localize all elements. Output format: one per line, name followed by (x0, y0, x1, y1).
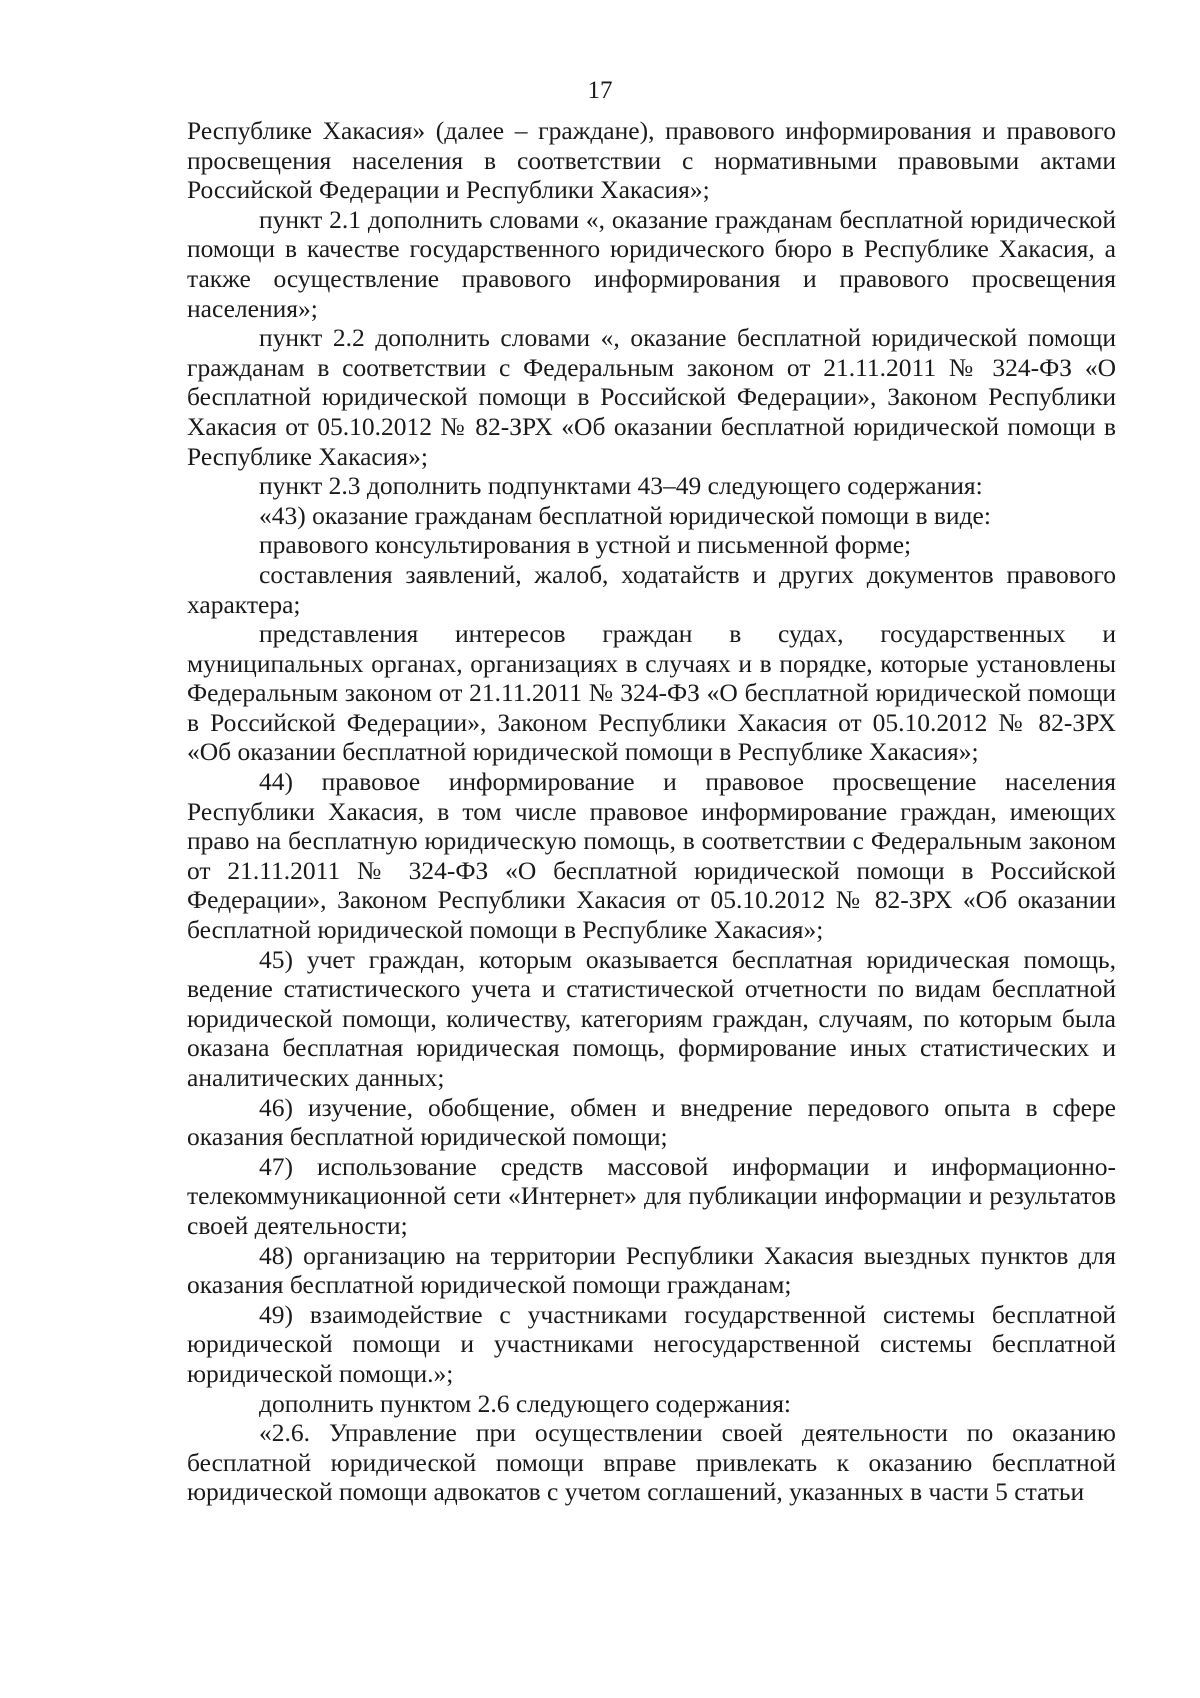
paragraph-continuation: Республике Хакасия» (далее – граждане), правового информирования и правового просвещения населения в соответствии с нормативными правовыми актами Российской Федерации и Республики Хакасия»; (187, 116, 1116, 205)
paragraph-subitem-46: 46) изучение, обобщение, обмен и внедрение передового опыта в сфере оказания бесплатной юридической помощи; (187, 1092, 1116, 1152)
paragraph-subitem-44: 44) правовое информирование и правовое просвещение населения Республики Хакасия, в том числе правовое информирование граждан, имеющих право на бесплатную юридическую помощь, в соответствии с Федеральным законом от 21.11.2011 № 324-ФЗ «О бесплатной юридической помощи в Российской Федерации», Законом Республики Хакасия от 05.10.2012 № 82-ЗРХ «Об оказании бесплатной юридической помощи в Республике Хакасия»; (187, 767, 1116, 945)
paragraph-subitem-43-consulting: правового консультирования в устной и письменной форме; (259, 530, 912, 560)
paragraph-subitem-49: 49) взаимодействие с участниками государственной системы бесплатной юридической помощи и участниками негосударственной системы бесплатной юридической помощи.»; (187, 1299, 1116, 1388)
paragraph-item-2-1: пункт 2.1 дополнить словами «, оказание гражданам бесплатной юридической помощи в качестве государственного юридического бюро в Республике Хакасия, а также осуществление правового информирования и правового просвещения населения»; (187, 204, 1116, 323)
paragraph-add-item-2-6: дополнить пунктом 2.6 следующего содержания: (259, 1388, 792, 1418)
document-body (187, 116, 1116, 1507)
paragraph-subitem-45: 45) учет граждан, которым оказывается бесплатная юридическая помощь, ведение статистического учета и статистической отчетности по видам бесплатной юридической помощи, количеству, категориям граждан, случаям, по которым была оказана бесплатная юридическая помощь, формирование иных статистических и аналитических данных; (187, 944, 1116, 1092)
paragraph-subitem-43: «43) оказание гражданам бесплатной юридической помощи в виде: (259, 500, 991, 530)
paragraph-item-2-2: пункт 2.2 дополнить словами «, оказание бесплатной юридической помощи гражданам в соответствии с Федеральным законом от 21.11.2011 № 324-ФЗ «О бесплатной юридической помощи в Российской Федерации», Законом Республики Хакасия от 05.10.2012 № 82-ЗРХ «Об оказании бесплатной юридической помощи в Республике Хакасия»; (187, 323, 1116, 471)
paragraph-subitem-48: 48) организацию на территории Республики Хакасия выездных пунктов для оказания бесплатной юридической помощи гражданам; (187, 1240, 1116, 1300)
paragraph-item-2-6: «2.6. Управление при осуществлении своей деятельности по оказанию бесплатной юридической помощи вправе привлекать к оказанию бесплатной юридической помощи адвокатов с учетом соглашений, указанных в части 5 статьи (187, 1418, 1116, 1507)
page-number: 17 (587, 77, 613, 104)
paragraph-subitem-43-documents: составления заявлений, жалоб, ходатайств и других документов правового характера; (187, 559, 1116, 619)
paragraph-subitem-47: 47) использование средств массовой информации и информационно-телекоммуникационной сети «Интернет» для публикации информации и результатов своей деятельности; (187, 1151, 1116, 1240)
paragraph-subitem-43-representation: представления интересов граждан в судах, государственных и муниципальных органах, организациях в случаях и в порядке, которые установлены Федеральным законом от 21.11.2011 № 324-ФЗ «О бесплатной юридической помощи в Российской Федерации», Законом Республики Хакасия от 05.10.2012 № 82-ЗРХ «Об оказании бесплатной юридической помощи в Республике Хакасия»; (187, 619, 1116, 767)
paragraph-item-2-3: пункт 2.3 дополнить подпунктами 43–49 следующего содержания: (259, 471, 983, 501)
